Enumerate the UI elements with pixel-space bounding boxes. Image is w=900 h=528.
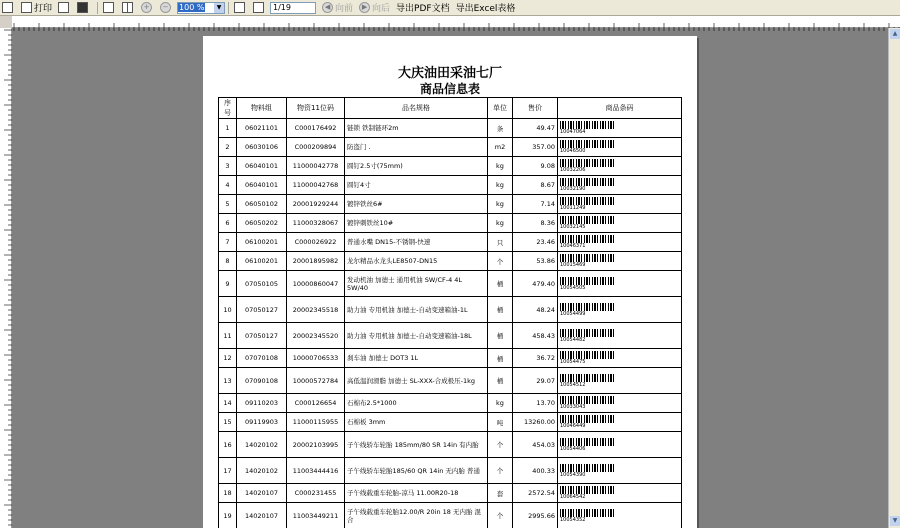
table-row [219, 413, 682, 432]
barcode-number: 10032206 [560, 167, 586, 173]
cell-price: 36.72 [513, 349, 558, 368]
cell-price: 13.70 [513, 394, 558, 413]
barcode-number: 10054505 [560, 284, 586, 291]
table-row [219, 252, 682, 271]
report-page [203, 36, 697, 528]
table-row [219, 458, 682, 484]
cell-no: 4 [219, 176, 237, 195]
vertical-ruler [0, 28, 12, 528]
column-header: 物料组 [237, 98, 287, 119]
barcode-image [560, 277, 616, 285]
cell-group: 06021101 [237, 119, 287, 138]
cell-name: 龙尔精品水龙头LE8507-DN15 [345, 252, 488, 271]
next-page-button[interactable] [357, 1, 392, 15]
copy-icon [58, 2, 69, 13]
barcode-number: 10032145 [560, 224, 586, 230]
barcode-image [560, 374, 616, 382]
cell-code: C000126654 [287, 394, 345, 413]
cell-barcode [558, 323, 682, 349]
cell-name: 高低温润滑脂 加德士 SL-XXX-合成极压-1kg [345, 368, 488, 394]
table-row [219, 157, 682, 176]
forward-arrow-icon: ▶ [359, 2, 370, 13]
barcode-image [560, 396, 616, 404]
cell-price: 8.36 [513, 214, 558, 233]
cell-name: 镀锌刺铁丝10# [345, 214, 488, 233]
cell-group: 14020102 [237, 432, 287, 458]
cell-code: 10000706533 [287, 349, 345, 368]
cell-price: 53.86 [513, 252, 558, 271]
cell-barcode [558, 119, 682, 138]
find-button[interactable] [75, 1, 92, 15]
cell-barcode [558, 458, 682, 484]
cell-unit: kg [488, 195, 513, 214]
copy-button[interactable] [56, 1, 73, 15]
barcode-image [560, 351, 616, 359]
scroll-down-icon[interactable]: ▼ [890, 516, 900, 526]
cell-unit: m2 [488, 138, 513, 157]
single-page-button[interactable] [101, 1, 118, 15]
cell-code: 10000572784 [287, 368, 345, 394]
cell-price: 9.08 [513, 157, 558, 176]
export-pdf-label: 导出PDF文档 [396, 4, 450, 14]
cell-unit: 只 [488, 233, 513, 252]
cell-unit: kg [488, 176, 513, 195]
barcode-image [560, 464, 616, 472]
cell-group: 07070108 [237, 349, 287, 368]
column-header: 单位 [488, 98, 513, 119]
toolbar-separator [97, 2, 98, 14]
barcode-number: 10054499 [560, 310, 586, 317]
cell-group: 06040101 [237, 176, 287, 195]
barcode-number: 10064542 [560, 494, 586, 500]
cell-barcode [558, 271, 682, 297]
cell-barcode [558, 484, 682, 503]
cell-name: 助力油 专用机油 加德士-自动变速箱油-1L [345, 297, 488, 323]
multi-page-icon [122, 2, 133, 13]
cell-unit: 个 [488, 432, 513, 458]
cell-group: 06040101 [237, 157, 287, 176]
cell-code: 11000042778 [287, 157, 345, 176]
page-number-input[interactable]: 1/19 [270, 2, 316, 14]
cell-group: 07050105 [237, 271, 287, 297]
export-excel-label: 导出Excel表格 [455, 4, 516, 14]
barcode-image [560, 254, 616, 262]
cell-group: 14020102 [237, 458, 287, 484]
cell-no: 8 [219, 252, 237, 271]
barcode-number: 10015469 [560, 262, 586, 268]
cell-name: 普通水嘴 DN15-不锈钢-快速 [345, 233, 488, 252]
barcode-image [560, 235, 616, 243]
cell-no: 13 [219, 368, 237, 394]
barcode-image [560, 216, 616, 224]
report-subtitle: 商品信息表 [419, 82, 480, 96]
table-row [219, 176, 682, 195]
barcode-image [560, 159, 616, 167]
cell-name: 子午线载重车轮胎12.00/R 20in 18 无内胎 混合 [345, 503, 488, 528]
table-row [219, 214, 682, 233]
cell-code: 20001895982 [287, 252, 345, 271]
cell-code: 11000042768 [287, 176, 345, 195]
cell-no: 17 [219, 458, 237, 484]
horizontal-ruler [12, 16, 900, 28]
print-preview-icon [2, 2, 13, 13]
zoom-in-button[interactable] [139, 1, 156, 15]
barcode-number: 10032190 [560, 186, 586, 192]
cell-unit: 桶 [488, 271, 513, 297]
cell-price: 29.07 [513, 368, 558, 394]
cell-unit: 套 [488, 484, 513, 503]
zoom-out-icon: − [160, 2, 171, 13]
table-row [219, 271, 682, 297]
cell-unit: kg [488, 394, 513, 413]
cell-price: 357.00 [513, 138, 558, 157]
vertical-scrollbar[interactable] [888, 28, 900, 528]
barcode-number: 10046500 [560, 148, 586, 154]
table-row [219, 368, 682, 394]
cell-name: 子午线载重车轮胎-凉马 11.00R20-18 [345, 484, 488, 503]
cell-no: 5 [219, 195, 237, 214]
column-header: 序号 [219, 98, 237, 119]
cell-name: 子午线轿车轮胎 185mm/80 SR 14in 有内胎 [345, 432, 488, 458]
cell-price: 13260.00 [513, 413, 558, 432]
arrow-up-icon [234, 2, 245, 13]
cell-code: C000209894 [287, 138, 345, 157]
page-down-button[interactable] [251, 1, 268, 15]
cell-price: 7.14 [513, 195, 558, 214]
chevron-down-icon[interactable]: ▼ [214, 3, 224, 13]
ruler-corner [0, 16, 12, 28]
barcode-number: 10054352 [560, 516, 586, 523]
cell-unit: 条 [488, 119, 513, 138]
printer-icon [21, 2, 32, 13]
table-row [219, 503, 682, 528]
cell-code: C000026922 [287, 233, 345, 252]
binoculars-icon [77, 2, 88, 13]
report-title: 大庆油田采油七厂 [397, 66, 502, 81]
cell-no: 12 [219, 349, 237, 368]
cell-group: 14020107 [237, 503, 287, 528]
cell-barcode [558, 138, 682, 157]
barcode-number: 10054390 [560, 471, 586, 478]
cell-group: 07050127 [237, 323, 287, 349]
cell-code: 20002345520 [287, 323, 345, 349]
table-row [219, 394, 682, 413]
cell-group: 06030106 [237, 138, 287, 157]
cell-group: 06100201 [237, 233, 287, 252]
barcode-number: 10054406 [560, 445, 586, 452]
cell-code: 10000860047 [287, 271, 345, 297]
cell-price: 2572.54 [513, 484, 558, 503]
cell-code: 11003444416 [287, 458, 345, 484]
cell-unit: 桶 [488, 368, 513, 394]
multi-page-button[interactable] [120, 1, 137, 15]
cell-barcode [558, 432, 682, 458]
table-header-row [219, 98, 682, 119]
cell-no: 1 [219, 119, 237, 138]
barcode-image [560, 509, 616, 517]
cell-unit: 个 [488, 458, 513, 484]
scroll-up-icon[interactable]: ▲ [890, 29, 900, 39]
cell-price: 23.46 [513, 233, 558, 252]
barcode-image [560, 438, 616, 446]
cell-barcode [558, 413, 682, 432]
cell-code: 20001929244 [287, 195, 345, 214]
cell-no: 10 [219, 297, 237, 323]
horizontal-ruler-ticks [12, 19, 900, 31]
print-preview-button[interactable] [0, 1, 17, 15]
cell-group: 06050202 [237, 214, 287, 233]
cell-price: 49.47 [513, 119, 558, 138]
barcode-number: 10054482 [560, 336, 586, 343]
cell-code: 20002103995 [287, 432, 345, 458]
arrow-down-icon [253, 2, 264, 13]
cell-unit: 桶 [488, 349, 513, 368]
cell-price: 454.03 [513, 432, 558, 458]
barcode-number: 10054512 [560, 381, 586, 388]
cell-price: 479.40 [513, 271, 558, 297]
cell-group: 06100201 [237, 252, 287, 271]
barcode-image [560, 197, 616, 205]
cell-barcode [558, 368, 682, 394]
single-page-icon [103, 2, 114, 13]
prev-label: 向前 [335, 4, 354, 14]
column-header: 物资11位码 [287, 98, 345, 119]
cell-name: 石棉板 3mm [345, 413, 488, 432]
cell-barcode [558, 252, 682, 271]
cell-no: 3 [219, 157, 237, 176]
cell-barcode [558, 195, 682, 214]
cell-unit: 桶 [488, 323, 513, 349]
cell-unit: 桶 [488, 297, 513, 323]
barcode-image [560, 415, 616, 423]
cell-name: 刹车油 加德士 DOT3 1L [345, 349, 488, 368]
barcode-image [560, 303, 616, 311]
column-header: 售价 [513, 98, 558, 119]
cell-no: 9 [219, 271, 237, 297]
barcode-number: 10054475 [560, 359, 586, 365]
barcode-image [560, 329, 616, 337]
table-row [219, 195, 682, 214]
cell-name: 防盗门 . [345, 138, 488, 157]
zoom-select[interactable] [177, 2, 225, 14]
cell-code: 11000115955 [287, 413, 345, 432]
barcode-image [560, 486, 616, 494]
goods-table [218, 97, 682, 528]
cell-name: 助力油 专用机油 加德士-自动变速箱油-18L [345, 323, 488, 349]
back-arrow-icon: ◀ [322, 2, 333, 13]
table-row [219, 323, 682, 349]
cell-name: 镀锌铁丝6# [345, 195, 488, 214]
cell-unit: 个 [488, 503, 513, 528]
cell-price: 8.67 [513, 176, 558, 195]
cell-price: 400.33 [513, 458, 558, 484]
barcode-number: 10046449 [560, 423, 586, 429]
table-row [219, 233, 682, 252]
cell-barcode [558, 214, 682, 233]
cell-price: 2995.66 [513, 503, 558, 528]
column-header: 商品条码 [558, 98, 682, 119]
barcode-number: 10047064 [560, 129, 586, 135]
barcode-image [560, 140, 616, 148]
barcode-number: 10046371 [560, 243, 586, 249]
cell-name: 圆钉2.5寸(75mm) [345, 157, 488, 176]
column-header: 品名规格 [345, 98, 488, 119]
barcode-image [560, 121, 616, 129]
cell-code: C000176492 [287, 119, 345, 138]
table-row [219, 138, 682, 157]
cell-code: 11000328067 [287, 214, 345, 233]
cell-price: 48.24 [513, 297, 558, 323]
table-row [219, 349, 682, 368]
cell-code: 20002345518 [287, 297, 345, 323]
cell-unit: kg [488, 214, 513, 233]
cell-barcode [558, 233, 682, 252]
cell-unit: 吨 [488, 413, 513, 432]
cell-barcode [558, 503, 682, 528]
cell-name: 圆钉4寸 [345, 176, 488, 195]
next-label: 向后 [372, 4, 391, 14]
cell-no: 16 [219, 432, 237, 458]
cell-barcode [558, 157, 682, 176]
cell-no: 15 [219, 413, 237, 432]
cell-unit: kg [488, 157, 513, 176]
cell-code: C000231455 [287, 484, 345, 503]
cell-group: 07050127 [237, 297, 287, 323]
table-row [219, 119, 682, 138]
table-row [219, 484, 682, 503]
print-button[interactable] [19, 1, 54, 15]
table-row [219, 297, 682, 323]
cell-no: 19 [219, 503, 237, 528]
cell-group: 07090108 [237, 368, 287, 394]
cell-name: 发动机油 加德士 通用机油 SW/CF-4 4L 5W/40 [345, 271, 488, 297]
print-label: 打印 [34, 4, 53, 14]
prev-page-button[interactable] [320, 1, 355, 15]
table-row [219, 432, 682, 458]
cell-no: 14 [219, 394, 237, 413]
cell-name: 子午线轿车轮胎185/60 QR 14in 无内胎 普通 [345, 458, 488, 484]
page-up-button[interactable] [232, 1, 249, 15]
cell-no: 7 [219, 233, 237, 252]
barcode-number: 10011249 [560, 205, 586, 211]
cell-barcode [558, 297, 682, 323]
cell-group: 09119903 [237, 413, 287, 432]
cell-name: 石棉布2.5*1000 [345, 394, 488, 413]
cell-code: 11003449211 [287, 503, 345, 528]
cell-barcode [558, 176, 682, 195]
export-pdf-button[interactable] [394, 1, 452, 15]
zoom-out-button[interactable] [158, 1, 175, 15]
cell-group: 14020107 [237, 484, 287, 503]
cell-no: 2 [219, 138, 237, 157]
cell-no: 11 [219, 323, 237, 349]
cell-barcode [558, 349, 682, 368]
export-excel-button[interactable] [454, 1, 518, 15]
barcode-number: 10033043 [560, 404, 586, 410]
cell-no: 6 [219, 214, 237, 233]
vertical-ruler-ticks [0, 28, 12, 528]
toolbar-separator [228, 2, 229, 14]
cell-no: 18 [219, 484, 237, 503]
cell-name: 链锁 铁制链环2m [345, 119, 488, 138]
toolbar [0, 0, 900, 16]
zoom-in-icon: + [141, 2, 152, 13]
barcode-image [560, 178, 616, 186]
goods-table-body [219, 119, 682, 528]
cell-price: 458.43 [513, 323, 558, 349]
cell-unit: 个 [488, 252, 513, 271]
cell-group: 09110203 [237, 394, 287, 413]
cell-group: 06050102 [237, 195, 287, 214]
cell-barcode [558, 394, 682, 413]
zoom-value: 100 % [179, 3, 205, 12]
